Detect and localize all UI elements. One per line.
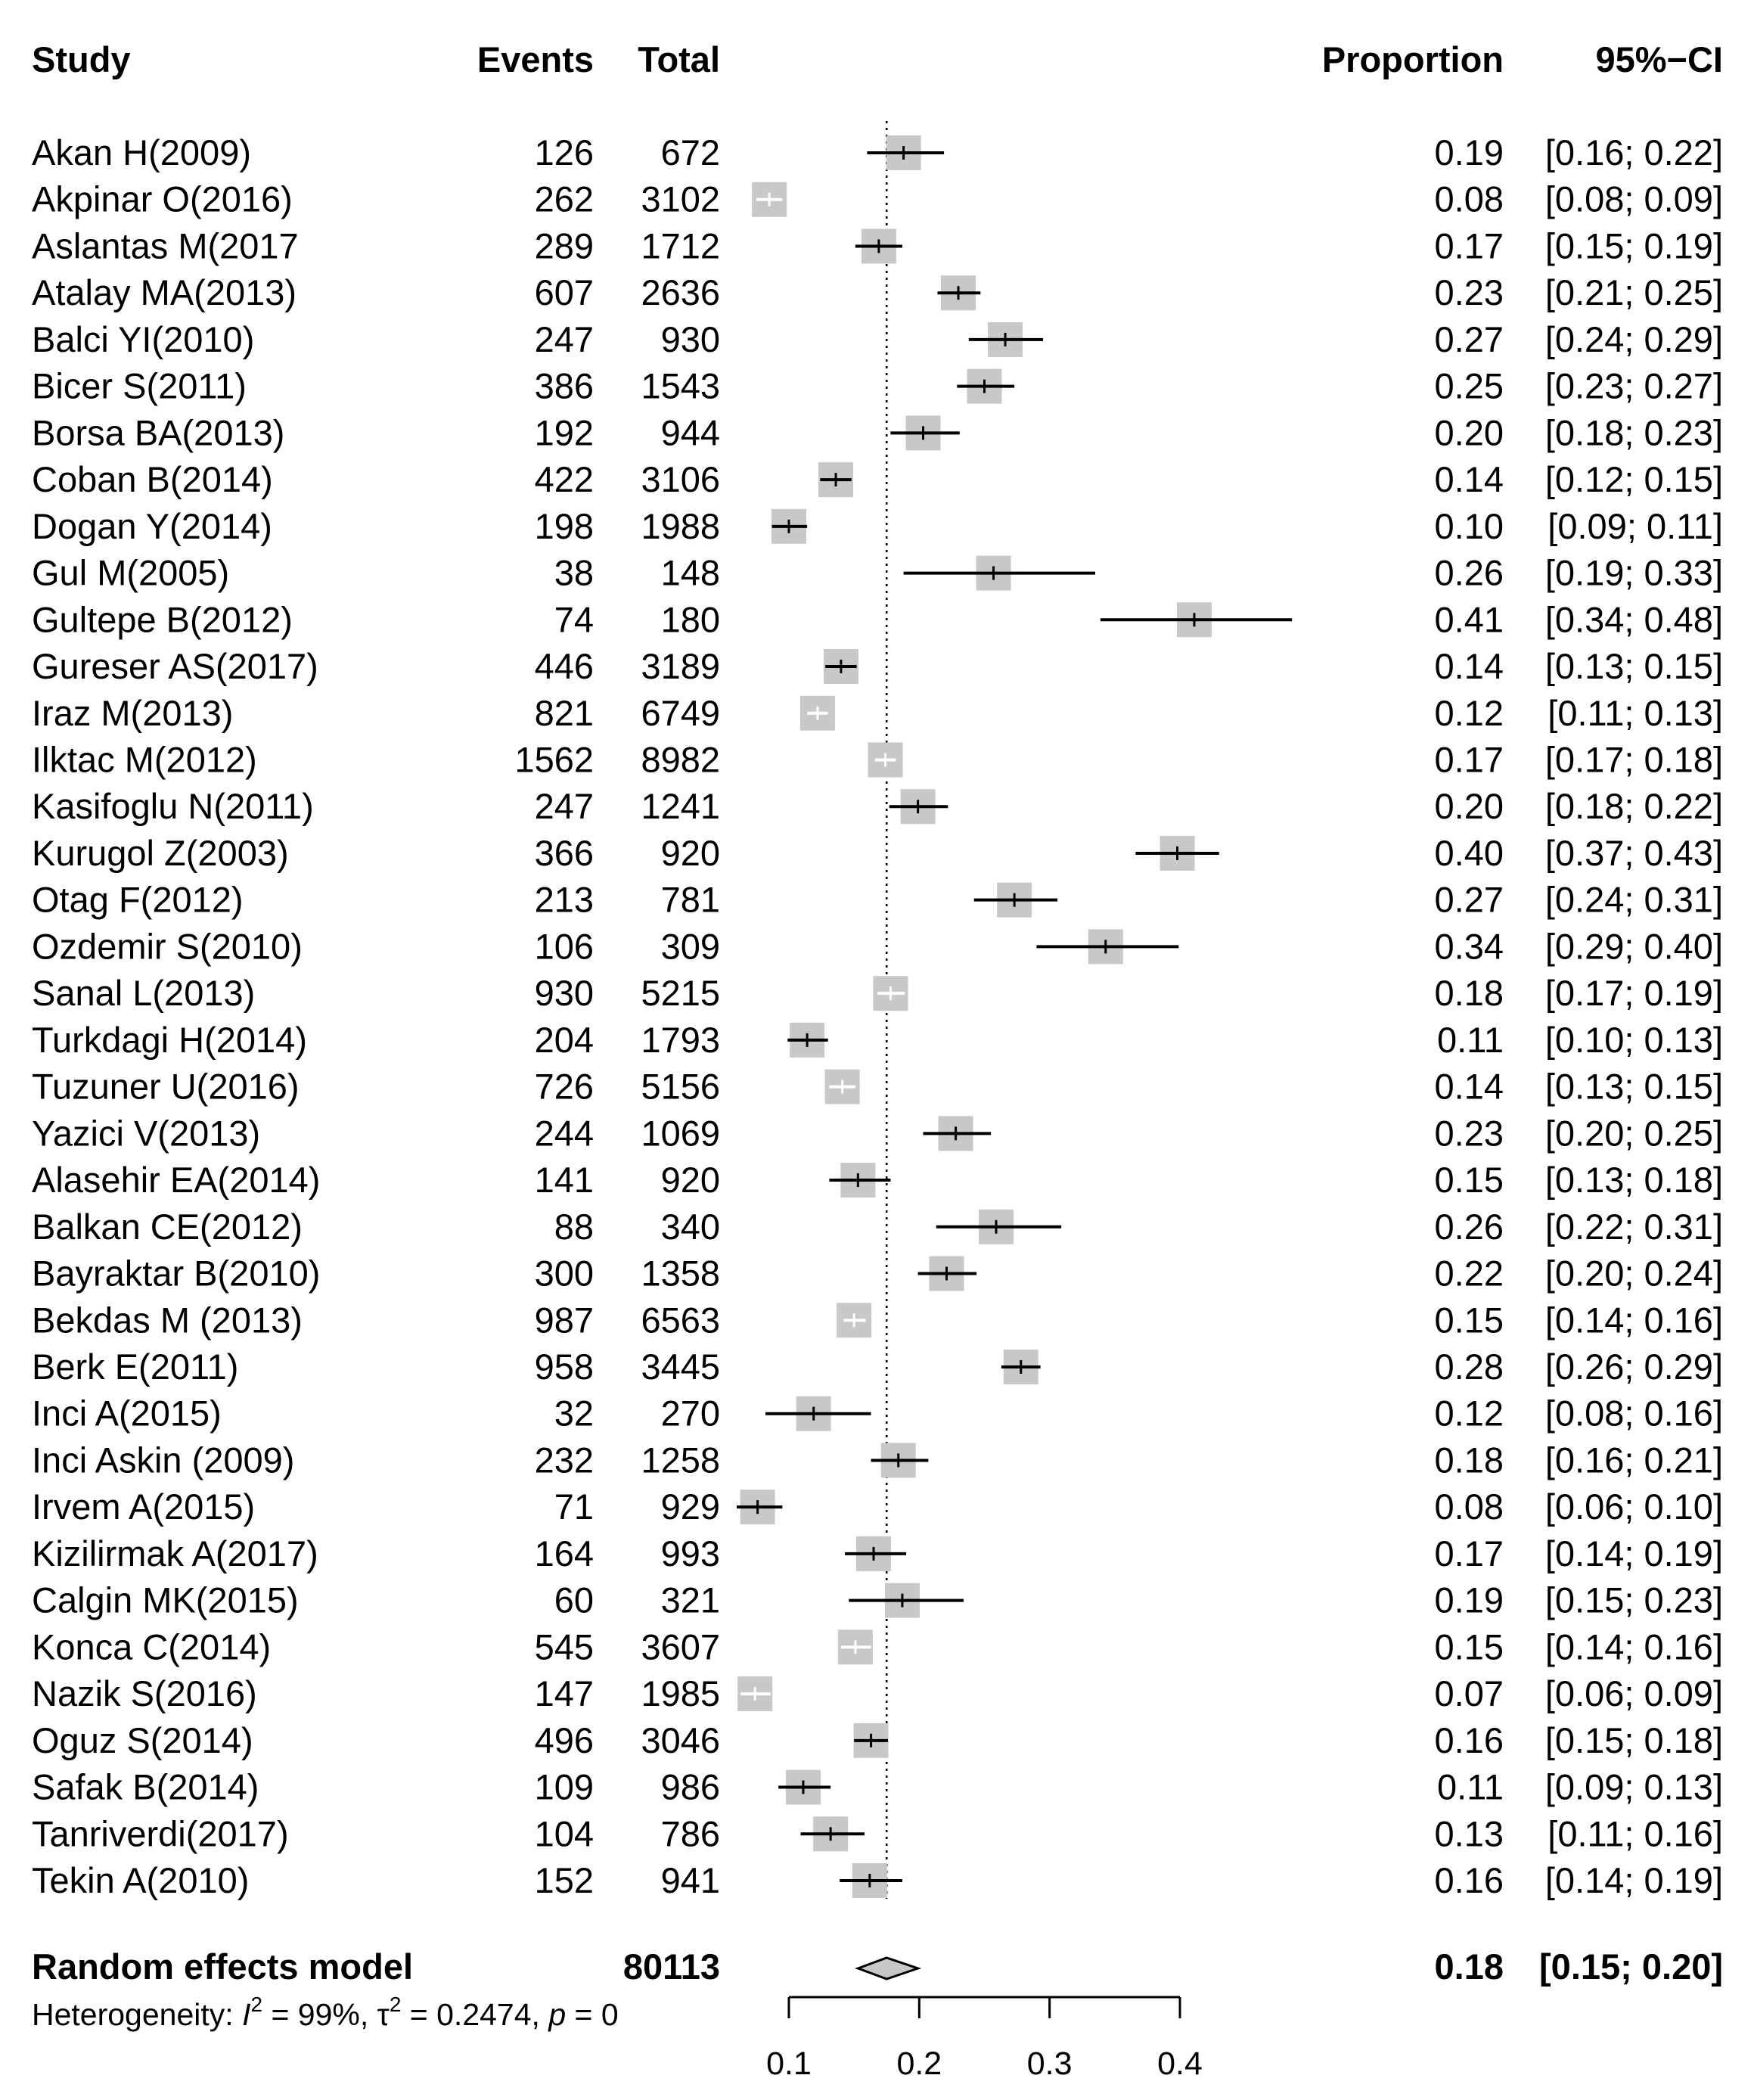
study-ci: [0.08; 0.16] — [1544, 1393, 1723, 1434]
study-row — [32, 1440, 1723, 1480]
study-total: 3607 — [641, 1626, 720, 1667]
study-events: 545 — [534, 1626, 594, 1667]
x-axis-tick-label: 0.3 — [1026, 2046, 1073, 2082]
header-proportion: Proportion — [1321, 39, 1504, 79]
het-i2-exponent: 2 — [250, 1993, 263, 2016]
study-total: 986 — [660, 1766, 720, 1807]
study-events: 213 — [534, 879, 594, 920]
study-ci: [0.26; 0.29] — [1544, 1346, 1723, 1387]
study-proportion: 0.41 — [1434, 599, 1504, 640]
study-events: 446 — [534, 646, 594, 687]
het-i2-value: = 99%, — [262, 1997, 377, 2032]
study-total: 5215 — [641, 973, 720, 1014]
pooled-ci: [0.15; 0.20] — [1539, 1946, 1723, 1987]
study-total: 270 — [660, 1393, 720, 1434]
study-total: 309 — [660, 926, 720, 967]
study-rows — [32, 132, 1723, 1900]
study-name: Turkdagi H(2014) — [32, 1019, 307, 1060]
study-row — [32, 1160, 1723, 1200]
study-name: Tanriverdi(2017) — [32, 1813, 289, 1854]
study-name: Dogan Y(2014) — [32, 505, 272, 546]
study-total: 929 — [660, 1486, 720, 1527]
study-name: Konca C(2014) — [32, 1626, 272, 1667]
study-ci: [0.11; 0.13] — [1548, 692, 1723, 733]
study-events: 106 — [534, 926, 594, 967]
study-row — [32, 459, 1723, 499]
pooled-proportion: 0.18 — [1434, 1946, 1504, 1987]
study-row — [32, 1673, 1723, 1713]
study-row — [32, 1207, 1723, 1247]
study-name: Bicer S(2011) — [32, 365, 247, 406]
study-proportion: 0.13 — [1434, 1813, 1504, 1854]
study-total: 781 — [660, 879, 720, 920]
study-events: 958 — [534, 1346, 594, 1387]
study-name: Yazici V(2013) — [32, 1113, 261, 1154]
study-name: Alasehir EA(2014) — [32, 1160, 321, 1201]
study-events: 300 — [534, 1253, 594, 1294]
study-name: Aslantas M(2017 — [32, 225, 299, 266]
pooled-label: Random effects model — [32, 1946, 414, 1987]
study-ci: [0.24; 0.31] — [1544, 879, 1723, 920]
study-ci: [0.20; 0.25] — [1544, 1113, 1723, 1154]
study-total: 1712 — [641, 225, 720, 266]
pooled-total: 80113 — [622, 1946, 720, 1987]
study-events: 88 — [554, 1206, 594, 1247]
study-events: 726 — [534, 1066, 594, 1107]
study-row — [32, 1253, 1723, 1294]
study-name: Gul M(2005) — [32, 552, 230, 593]
study-proportion: 0.34 — [1434, 926, 1504, 967]
header-study: Study — [32, 39, 131, 79]
study-total: 1241 — [641, 786, 720, 827]
study-events: 147 — [534, 1673, 594, 1714]
heterogeneity-text — [32, 1993, 619, 2032]
study-events: 247 — [534, 318, 594, 359]
study-ci: [0.22; 0.31] — [1544, 1206, 1723, 1247]
study-proportion: 0.15 — [1434, 1626, 1504, 1667]
study-total: 1358 — [641, 1253, 720, 1294]
study-proportion: 0.23 — [1434, 1113, 1504, 1154]
study-ci: [0.20; 0.24] — [1544, 1253, 1723, 1294]
study-total: 1543 — [641, 365, 720, 406]
study-name: Ilktac M(2012) — [32, 739, 257, 780]
study-proportion: 0.19 — [1434, 132, 1504, 172]
study-name: Balkan CE(2012) — [32, 1206, 303, 1247]
study-total: 672 — [660, 132, 720, 172]
x-axis-tick-label: 0.1 — [766, 2046, 812, 2082]
study-row — [32, 179, 1723, 219]
study-ci: [0.14; 0.16] — [1544, 1626, 1723, 1667]
study-row — [32, 646, 1723, 686]
study-proportion: 0.27 — [1434, 318, 1504, 359]
study-ci: [0.16; 0.21] — [1544, 1440, 1723, 1480]
study-proportion: 0.14 — [1434, 646, 1504, 687]
study-events: 244 — [534, 1113, 594, 1154]
study-ci: [0.23; 0.27] — [1544, 365, 1723, 406]
study-events: 386 — [534, 365, 594, 406]
study-total: 8982 — [641, 739, 720, 780]
study-events: 247 — [534, 786, 594, 827]
study-row — [32, 833, 1723, 873]
study-row — [32, 132, 1723, 172]
study-ci: [0.24; 0.29] — [1544, 318, 1723, 359]
study-row — [32, 926, 1723, 966]
study-row — [32, 225, 1723, 266]
study-name: Bekdas M (2013) — [32, 1300, 303, 1340]
study-total: 1258 — [641, 1440, 720, 1480]
study-ci: [0.13; 0.15] — [1544, 1066, 1723, 1107]
study-events: 152 — [534, 1860, 594, 1901]
study-name: Ozdemir S(2010) — [32, 926, 303, 967]
study-name: Safak B(2014) — [32, 1766, 259, 1807]
study-proportion: 0.20 — [1434, 412, 1504, 453]
study-total: 1985 — [641, 1673, 720, 1714]
study-row — [32, 1813, 1723, 1853]
study-proportion: 0.22 — [1434, 1253, 1504, 1294]
study-row — [32, 973, 1723, 1013]
study-name: Oguz S(2014) — [32, 1719, 253, 1760]
study-events: 821 — [534, 692, 594, 733]
study-row — [32, 412, 1723, 452]
study-proportion: 0.23 — [1434, 272, 1504, 313]
study-proportion: 0.15 — [1434, 1160, 1504, 1201]
study-events: 930 — [534, 973, 594, 1014]
study-name: Balci YI(2010) — [32, 318, 255, 359]
study-name: Otag F(2012) — [32, 879, 244, 920]
study-events: 74 — [554, 599, 594, 640]
study-events: 60 — [554, 1580, 594, 1620]
study-events: 32 — [554, 1393, 594, 1434]
study-row — [32, 1300, 1723, 1340]
study-ci: [0.17; 0.18] — [1544, 739, 1723, 780]
study-total: 3046 — [641, 1719, 720, 1760]
study-proportion: 0.14 — [1434, 459, 1504, 500]
study-events: 496 — [534, 1719, 594, 1760]
study-ci: [0.21; 0.25] — [1544, 272, 1723, 313]
study-total: 5156 — [641, 1066, 720, 1107]
study-events: 232 — [534, 1440, 594, 1480]
study-proportion: 0.16 — [1434, 1719, 1504, 1760]
study-name: Atalay MA(2013) — [32, 272, 297, 313]
study-name: Gureser AS(2017) — [32, 646, 318, 687]
het-p-symbol: p — [548, 1997, 567, 2032]
study-row — [32, 1067, 1723, 1107]
study-row — [32, 1486, 1723, 1527]
study-ci: [0.14; 0.19] — [1544, 1860, 1723, 1901]
header-events: Events — [477, 39, 594, 79]
study-name: Iraz M(2013) — [32, 692, 234, 733]
study-proportion: 0.12 — [1434, 1393, 1504, 1434]
study-name: Inci Askin (2009) — [32, 1440, 295, 1480]
study-proportion: 0.08 — [1434, 179, 1504, 219]
study-ci: [0.13; 0.15] — [1544, 646, 1723, 687]
study-ci: [0.06; 0.09] — [1544, 1673, 1723, 1714]
study-name: Akan H(2009) — [32, 132, 251, 172]
study-proportion: 0.19 — [1434, 1580, 1504, 1620]
study-events: 71 — [554, 1486, 594, 1527]
header-total: Total — [638, 39, 720, 79]
study-name: Akpinar O(2016) — [32, 179, 293, 219]
study-ci: [0.15; 0.19] — [1544, 225, 1723, 266]
study-ci: [0.15; 0.23] — [1544, 1580, 1723, 1620]
study-total: 993 — [660, 1533, 720, 1573]
study-proportion: 0.40 — [1434, 832, 1504, 873]
study-name: Coban B(2014) — [32, 459, 273, 500]
study-events: 198 — [534, 505, 594, 546]
study-ci: [0.10; 0.13] — [1544, 1019, 1723, 1060]
study-name: Gultepe B(2012) — [32, 599, 293, 640]
study-events: 607 — [534, 272, 594, 313]
study-total: 321 — [660, 1580, 720, 1620]
study-ci: [0.37; 0.43] — [1544, 832, 1723, 873]
het-tau2-value: = 0.2474, — [401, 1997, 549, 2032]
het-i-symbol: I — [242, 1997, 251, 2032]
study-ci: [0.13; 0.18] — [1544, 1160, 1723, 1201]
study-name: Irvem A(2015) — [32, 1486, 256, 1527]
study-name: Bayraktar B(2010) — [32, 1253, 321, 1294]
study-ci: [0.08; 0.09] — [1544, 179, 1723, 219]
study-ci: [0.17; 0.19] — [1544, 973, 1723, 1014]
het-tau-symbol: τ — [377, 1997, 390, 2032]
study-total: 3102 — [641, 179, 720, 219]
study-name: Kizilirmak A(2017) — [32, 1533, 318, 1573]
pooled-diamond — [858, 1958, 917, 1979]
study-row — [32, 1720, 1723, 1760]
study-events: 164 — [534, 1533, 594, 1573]
study-events: 38 — [554, 552, 594, 593]
study-row — [32, 739, 1723, 779]
study-name: Berk E(2011) — [32, 1346, 239, 1387]
study-events: 104 — [534, 1813, 594, 1854]
study-proportion: 0.11 — [1437, 1766, 1504, 1807]
study-ci: [0.09; 0.13] — [1544, 1766, 1723, 1807]
study-total: 340 — [660, 1206, 720, 1247]
study-ci: [0.12; 0.15] — [1544, 459, 1723, 500]
x-axis-tick-label: 0.2 — [896, 2046, 942, 2082]
study-name: Kasifoglu N(2011) — [32, 786, 314, 827]
study-row — [32, 880, 1723, 920]
study-name: Borsa BA(2013) — [32, 412, 285, 453]
study-total: 944 — [660, 412, 720, 453]
study-total: 920 — [660, 1160, 720, 1201]
study-proportion: 0.14 — [1434, 1066, 1504, 1107]
study-events: 141 — [534, 1160, 594, 1201]
study-ci: [0.11; 0.16] — [1548, 1813, 1723, 1854]
study-ci: [0.14; 0.16] — [1544, 1300, 1723, 1340]
study-proportion: 0.26 — [1434, 1206, 1504, 1247]
het-prefix: Heterogeneity: — [32, 1997, 243, 2032]
study-proportion: 0.17 — [1434, 225, 1504, 266]
study-ci: [0.34; 0.48] — [1544, 599, 1723, 640]
study-ci: [0.16; 0.22] — [1544, 132, 1723, 172]
x-axis — [766, 1997, 1203, 2082]
study-name: Sanal L(2013) — [32, 973, 256, 1014]
study-total: 3106 — [641, 459, 720, 500]
study-name: Kurugol Z(2003) — [32, 832, 289, 873]
study-proportion: 0.25 — [1434, 365, 1504, 406]
study-ci: [0.14; 0.19] — [1544, 1533, 1723, 1573]
study-row — [32, 272, 1723, 312]
study-name: Inci A(2015) — [32, 1393, 222, 1434]
study-ci: [0.18; 0.23] — [1544, 412, 1723, 453]
het-tau-exponent: 2 — [389, 1993, 402, 2016]
study-total: 180 — [660, 599, 720, 640]
study-proportion: 0.10 — [1434, 505, 1504, 546]
x-axis-tick-label: 0.4 — [1157, 2046, 1203, 2082]
study-total: 1069 — [641, 1113, 720, 1154]
study-events: 987 — [534, 1300, 594, 1340]
study-proportion: 0.26 — [1434, 552, 1504, 593]
study-row — [32, 1580, 1723, 1620]
study-ci: [0.06; 0.10] — [1544, 1486, 1723, 1527]
study-proportion: 0.17 — [1434, 1533, 1504, 1573]
study-total: 148 — [660, 552, 720, 593]
study-events: 109 — [534, 1766, 594, 1807]
study-row — [32, 1113, 1723, 1153]
study-name: Nazik S(2016) — [32, 1673, 257, 1714]
study-proportion: 0.27 — [1434, 879, 1504, 920]
study-proportion: 0.20 — [1434, 786, 1504, 827]
study-proportion: 0.08 — [1434, 1486, 1504, 1527]
study-total: 3445 — [641, 1346, 720, 1387]
study-row — [32, 1533, 1723, 1573]
study-proportion: 0.28 — [1434, 1346, 1504, 1387]
study-proportion: 0.18 — [1434, 973, 1504, 1014]
study-proportion: 0.15 — [1434, 1300, 1504, 1340]
study-row — [32, 1767, 1723, 1807]
study-events: 1562 — [514, 739, 594, 780]
study-proportion: 0.16 — [1434, 1860, 1504, 1901]
het-p-value: = 0 — [566, 1997, 619, 2032]
study-events: 126 — [534, 132, 594, 172]
study-name: Calgin MK(2015) — [32, 1580, 299, 1620]
study-ci: [0.29; 0.40] — [1544, 926, 1723, 967]
study-name: Tekin A(2010) — [32, 1860, 250, 1901]
study-row — [32, 1020, 1723, 1060]
study-row — [32, 1393, 1723, 1434]
study-name: Tuzuner U(2016) — [32, 1066, 300, 1107]
study-total: 920 — [660, 832, 720, 873]
study-row — [32, 506, 1723, 546]
study-total: 6749 — [641, 692, 720, 733]
study-events: 289 — [534, 225, 594, 266]
study-row — [32, 599, 1723, 639]
study-events: 366 — [534, 832, 594, 873]
study-ci: [0.15; 0.18] — [1544, 1719, 1723, 1760]
study-total: 1793 — [641, 1019, 720, 1060]
study-ci: [0.09; 0.11] — [1548, 505, 1723, 546]
study-events: 262 — [534, 179, 594, 219]
study-total: 930 — [660, 318, 720, 359]
study-row — [32, 1860, 1723, 1900]
study-row — [32, 553, 1723, 593]
study-total: 941 — [660, 1860, 720, 1901]
header-ci: 95%−CI — [1595, 39, 1723, 79]
study-row — [32, 693, 1723, 733]
study-row — [32, 319, 1723, 359]
study-proportion: 0.18 — [1434, 1440, 1504, 1480]
study-total: 1988 — [641, 505, 720, 546]
study-events: 422 — [534, 459, 594, 500]
study-proportion: 0.17 — [1434, 739, 1504, 780]
study-row — [32, 786, 1723, 826]
study-row — [32, 1626, 1723, 1667]
study-events: 204 — [534, 1019, 594, 1060]
study-events: 192 — [534, 412, 594, 453]
study-total: 2636 — [641, 272, 720, 313]
study-proportion: 0.12 — [1434, 692, 1504, 733]
study-row — [32, 1347, 1723, 1387]
study-ci: [0.18; 0.22] — [1544, 786, 1723, 827]
study-ci: [0.19; 0.33] — [1544, 552, 1723, 593]
study-row — [32, 366, 1723, 406]
study-total: 3189 — [641, 646, 720, 687]
study-total: 6563 — [641, 1300, 720, 1340]
study-proportion: 0.07 — [1434, 1673, 1504, 1714]
study-proportion: 0.11 — [1437, 1019, 1504, 1060]
study-total: 786 — [660, 1813, 720, 1854]
